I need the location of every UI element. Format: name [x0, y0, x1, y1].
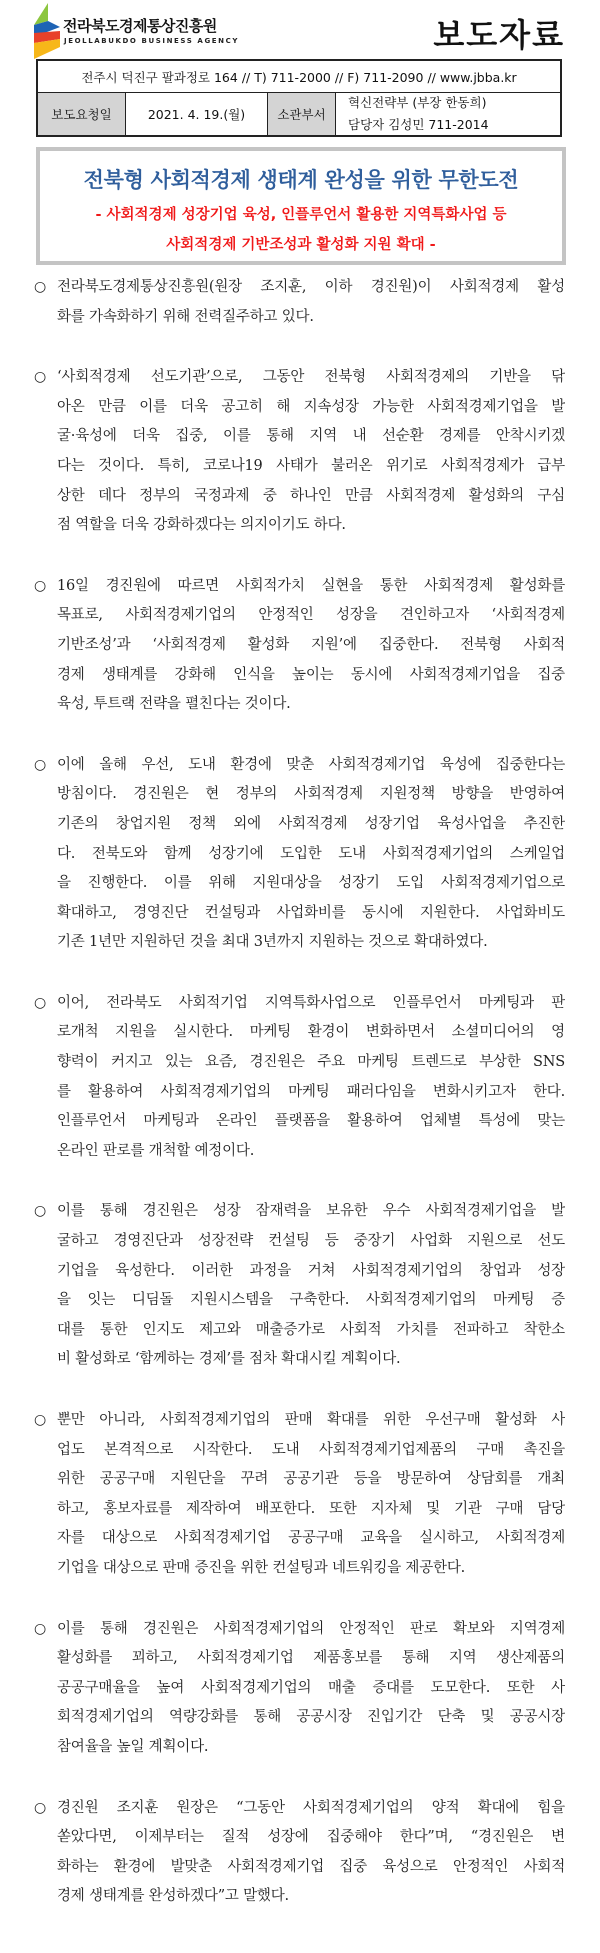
paragraph-line: 공공구매율을 높여 사회적경제기업의 매출 증대를 도모한다. 또한 사	[57, 1679, 565, 1696]
paragraph-line: 화를 가속화하기 위해 전력질주하고 있다.	[57, 308, 314, 325]
bullet-circle-icon: ○	[34, 994, 47, 1011]
date-value: 2021. 4. 19.(월)	[126, 93, 268, 135]
paragraph-line: 인플루언서 마케팅과 온라인 플랫폼을 활용하여 업체별 특성에 맞는	[57, 1113, 565, 1130]
paragraph	[0, 273, 600, 332]
contact-person: 담당자 김성민 711-2014	[348, 117, 489, 132]
paragraph-line: 다는 것이다. 특히, 코로나19 사태가 불러온 위기로 사회적경제가 급부	[57, 457, 565, 474]
paragraph	[0, 1197, 600, 1375]
dept-value: 혁신전략부 (부장 한동희)	[348, 95, 487, 110]
paragraph-line: 상한 데다 정부의 국정과제 중 하나인 만큼 사회적경제 활성화의 구심	[57, 487, 565, 504]
info-table	[36, 59, 562, 137]
bullet-circle-icon: ○	[34, 369, 47, 386]
paragraph-line: 하고, 홍보자료를 제작하여 배포한다. 또한 지자체 및 기관 구매 담당	[57, 1500, 565, 1517]
subheadline-line-2: 사회적경제 기반조성과 활성화 지원 확대 -	[166, 237, 436, 253]
paragraph-line: 굴하고 경영진단과 성장전략 컨설팅 등 중장기 사업화 지원으로 선도	[57, 1233, 565, 1250]
paragraph-line: 전라북도경제통상진흥원(원장 조지훈, 이하 경진원)이 사회적경제 활성	[57, 279, 565, 295]
paragraph-line: 참여율을 높일 계획이다.	[57, 1738, 209, 1755]
paragraph-line: 이어, 전라북도 사회적기업 지역특화사업으로 인플루언서 마케팅과 판	[57, 994, 565, 1011]
bullet-circle-icon: ○	[34, 279, 47, 295]
headline: 전북형 사회적경제 생태계 완성을 위한 무한도전	[83, 168, 519, 192]
dept-cell	[336, 93, 560, 135]
paragraph-line: 향력이 커지고 있는 요즘, 경진원은 주요 마케팅 트렌드로 부상한 SNS	[57, 1054, 565, 1071]
paragraph-line: 활성화를 꾀하고, 사회적경제기업 제품홍보를 통해 지역 생산제품의	[57, 1650, 565, 1667]
bullet-circle-icon: ○	[34, 577, 47, 594]
paragraph-line: 아온 만큼 이를 더욱 공고히 해 지속성장 가능한 사회적경제기업을 발	[57, 398, 565, 415]
paragraph-line: 경진원 조지훈 원장은 “그동안 사회적경제기업의 양적 확대에 힘을	[57, 1799, 565, 1816]
paragraph-line: 경제 생태계를 강화해 인식을 높이는 동시에 사회적경제기업을 집중	[57, 666, 565, 683]
paragraph-line: 기업을 대상으로 판매 증진을 위한 컨설팅과 네트워킹을 제공한다.	[57, 1559, 466, 1576]
paragraph-line: 쏟았다면, 이제부터는 질적 성장에 집중해야 한다”며, “경진원은 변	[57, 1829, 565, 1846]
paragraph	[0, 1794, 600, 1912]
paragraph-line: 방침이다. 경진원은 현 정부의 사회적경제 지원정책 방향을 반영하여	[57, 786, 565, 803]
paragraph-line: ‘사회적경제 선도기관’으로, 그동안 전북형 사회적경제의 기반을 닦	[57, 369, 565, 386]
paragraph-line: 기존 1년만 지원하던 것을 최대 3년까지 지원하는 것으로 확대하였다.	[57, 934, 488, 951]
paragraph-line: 비 활성화로 ‘함께하는 경제’를 점차 확대시킬 계획이다.	[57, 1351, 401, 1368]
paragraph-line: 화하는 환경에 발맞춘 사회적경제기업 집중 육성으로 안정적인 사회적	[57, 1858, 565, 1875]
org-name: 전라북도경제통상진흥원	[63, 17, 217, 35]
bullet-circle-icon: ○	[34, 756, 47, 773]
paragraph	[0, 989, 600, 1167]
subheadline-line-1: - 사회적경제 성장기업 육성, 인플루언서 활용한 지역특화사업 등	[95, 207, 507, 223]
dept-label: 소관부서	[268, 93, 336, 135]
paragraph-line: 경제 생태계를 완성하겠다”고 말했다.	[57, 1888, 289, 1905]
bullet-circle-icon: ○	[34, 1203, 47, 1220]
org-name-en: JEOLLABUKDO BUSINESS AGENCY	[64, 37, 240, 45]
article-body	[0, 273, 600, 1943]
bullet-circle-icon: ○	[34, 1620, 47, 1637]
paragraph-line: 기업을 육성한다. 이러한 과정을 거쳐 사회적경제기업의 창업과 성장	[57, 1262, 565, 1279]
paragraph-line: 위한 공공구매 지원단을 꾸려 공공기관 등을 방문하여 상담회를 개최	[57, 1471, 565, 1488]
bullet-circle-icon: ○	[34, 1799, 47, 1816]
paragraph-line: 확대하고, 경영진단 컨설팅과 사업화비를 동시에 지원한다. 사업화비도	[57, 904, 565, 921]
paragraph-line: 를 활용하여 사회적경제기업의 마케팅 패러다임을 변화시키고자 한다.	[57, 1083, 565, 1100]
paragraph-line: 기존의 창업지원 정책 외에 사회적경제 성장기업 육성사업을 추진한	[57, 815, 565, 832]
paragraph-line: 목표로, 사회적경제기업의 안정적인 성장을 견인하고자 ‘사회적경제	[57, 607, 565, 624]
paragraph-line: 업도 본격적으로 시작한다. 도내 사회적경제기업제품의 구매 촉진을	[57, 1441, 565, 1458]
document-type-title: 보도자료	[433, 16, 565, 54]
paragraph-line: 을 진행한다. 이를 위해 지원대상을 성장기 도입 사회적경제기업으로	[57, 875, 565, 892]
paragraph-line: 다. 전북도와 함께 성장기에 도입한 도내 사회적경제기업의 스케일업	[57, 845, 565, 862]
paragraph	[0, 1615, 600, 1763]
paragraph-line: 이를 통해 경진원은 사회적경제기업의 안정적인 판로 확보와 지역경제	[57, 1620, 565, 1637]
paragraph	[0, 1406, 600, 1584]
paragraph-line: 굴·육성에 더욱 집중, 이를 통해 지역 내 선순환 경제를 안착시키겠	[57, 428, 565, 445]
paragraph-line: 을 잇는 디딤돌 지원시스템을 구축한다. 사회적경제기업의 마케팅 증	[57, 1292, 565, 1309]
paragraph-line: 뿐만 아니라, 사회적경제기업의 판매 확대를 위한 우선구매 활성화 사	[57, 1412, 565, 1428]
paragraph	[0, 751, 600, 958]
paragraph-line: 이에 올해 우선, 도내 환경에 맞춘 사회적경제기업 육성에 집중한다는	[57, 756, 565, 773]
paragraph-line: 로개척 지원을 실시한다. 마케팅 환경이 변화하면서 소셜미디어의 영	[57, 1024, 565, 1041]
agency-logo-icon	[30, 3, 62, 59]
paragraph-line: 온라인 판로를 개척할 예정이다.	[57, 1142, 255, 1159]
date-label: 보도요청일	[38, 93, 126, 135]
paragraph-line: 회적경제기업의 역량강화를 통해 공공시장 진입기간 단축 및 공공시장	[57, 1709, 565, 1726]
paragraph-line: 16일 경진원에 따르면 사회적가치 실현을 통한 사회적경제 활성화를	[57, 577, 565, 594]
paragraph	[0, 572, 600, 720]
headline-box	[36, 147, 566, 265]
paragraph-line: 기반조성’과 ‘사회적경제 활성화 지원’에 집중한다. 전북형 사회적	[57, 636, 565, 653]
contact-line: 전주시 덕진구 팔과정로 164 // T) 711-2000 // F) 711-2090 // www.jbba.kr	[38, 61, 560, 93]
paragraph-line: 자를 대상으로 사회적경제기업 공공구매 교육을 실시하고, 사회적경제	[57, 1530, 565, 1547]
paragraph	[0, 363, 600, 541]
paragraph-line: 대를 통한 인지도 제고와 매출증가로 사회적 가치를 전파하고 착한소	[57, 1321, 565, 1338]
paragraph-line: 이를 통해 경진원은 성장 잠재력을 보유한 우수 사회적경제기업을 발	[57, 1203, 565, 1220]
paragraph-line: 육성, 투트랙 전략을 펼친다는 것이다.	[57, 696, 291, 713]
paragraph-line: 점 역할을 더욱 강화하겠다는 의지이기도 하다.	[57, 517, 346, 534]
bullet-circle-icon: ○	[34, 1412, 47, 1428]
